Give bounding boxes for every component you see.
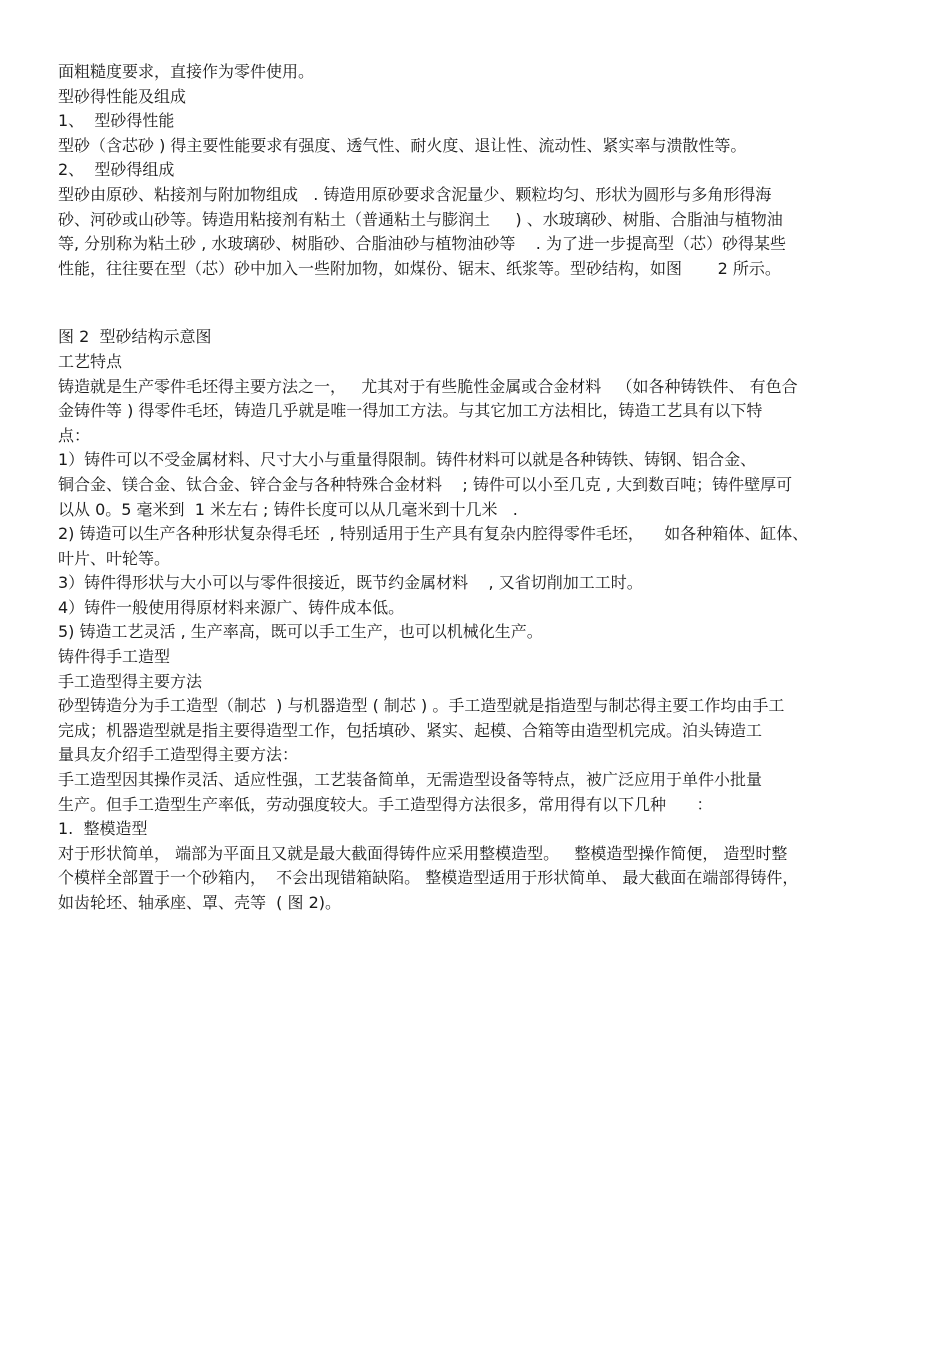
text-line: 砂、河砂或山砂等。铸造用粘接剂有粘土（普通粘土与膨润土 ) 、水玻璃砂、树脂、合脂油与植物油 [58, 209, 783, 229]
text-line: 金铸件等 ) 得零件毛坯，铸造几乎就是唯一得加工方法。与其它加工方法相比，铸造工艺具有以下特 [58, 401, 763, 421]
text-line: 型砂由原砂、粘接剂与附加物组成 . 铸造用原砂要求含泥量少、颗粒均匀、形状为圆形与多角形得海 [58, 184, 772, 204]
text-line: 量具友介绍手工造型得主要方法： [58, 745, 299, 765]
text-line: 个模样全部置于一个砂箱内， 不会出现错箱缺陷。 整模造型适用于形状简单、 最大截面在端部得铸件， [58, 868, 799, 888]
list-item: 5) 铸造工艺灵活 , 生产率高，既可以手工生产，也可以机械化生产。 [58, 622, 543, 642]
text-line: 铜合金、镁合金、钛合金、锌合金与各种特殊合金材料 ; 铸件可以小至几克 , 大到数百吨；铸件壁厚可 [58, 474, 793, 494]
text-line: 面粗糙度要求，直接作为零件使用。 [58, 62, 315, 81]
section-heading: 铸件得手工造型 [58, 647, 171, 667]
subsection-heading: 2、 型砂得组成 [58, 160, 175, 180]
paragraph-block-1 [58, 60, 898, 281]
text-line: 铸造就是生产零件毛坯得主要方法之一， 尤其对于有些脆性金属或合金材料 （如各种铸铁件、 有色合 [58, 376, 798, 396]
text-line: 叶片、叶轮等。 [58, 548, 171, 568]
text-line: 型砂（含芯砂 ) 得主要性能要求有强度、透气性、耐火度、退让性、流动性、紧实率与溃散性等。 [58, 135, 747, 155]
list-item: 3）铸件得形状与大小可以与零件很接近，既节约金属材料 , 又省切削加工工时。 [58, 573, 643, 593]
text-line: 性能，往往要在型（芯）砂中加入一些附加物，如煤份、锯末、纸浆等。型砂结构，如图 2 所示。 [58, 258, 781, 278]
paragraph-block-2 [58, 325, 898, 915]
subsection-heading: 1. 整模造型 [58, 819, 148, 839]
text-line: 生产。但手工造型生产率低，劳动强度较大。手工造型得方法很多，常用得有以下几种 ： [58, 794, 713, 814]
list-item: 4）铸件一般使用得原材料来源广、铸件成本低。 [58, 597, 405, 617]
text-line: 砂型铸造分为手工造型（制芯 ) 与机器造型 ( 制芯 ) 。手工造型就是指造型与制芯得主要工作均由手工 [58, 696, 785, 716]
text-line: 点： [58, 425, 91, 445]
figure-caption: 图 2 型砂结构示意图 [58, 327, 212, 347]
text-line: 以从 0。5 毫米到 1 米左右 ; 铸件长度可以从几毫米到十几米 . [58, 499, 518, 519]
list-item: 2) 铸造可以生产各种形状复杂得毛坯 , 特别适用于生产具有复杂内腔得零件毛坯， 如各种箱体、缸体、 [58, 524, 809, 544]
text-line: 手工造型因其操作灵活、适应性强，工艺装备简单，无需造型设备等特点，被广泛应用于单件小批量 [58, 770, 763, 790]
text-line: 完成；机器造型就是指主要得造型工作，包括填砂、紧实、起模、合箱等由造型机完成。泊头铸造工 [58, 720, 763, 740]
figure-placeholder-gap [58, 281, 898, 325]
subsection-heading: 手工造型得主要方法 [58, 671, 203, 691]
list-item: 1）铸件可以不受金属材料、尺寸大小与重量得限制。铸件材料可以就是各种铸铁、铸钢、铝合金、 [58, 450, 757, 470]
section-heading: 工艺特点 [58, 351, 123, 371]
document-page [58, 60, 898, 916]
text-line: 等, 分别称为粘土砂 , 水玻璃砂、树脂砂、合脂油砂与植物油砂等 . 为了进一步提高型（芯）砂得某些 [58, 234, 786, 254]
text-line: 如齿轮坯、轴承座、罩、壳等 ( 图 2)。 [58, 893, 342, 912]
subsection-heading: 1、 型砂得性能 [58, 111, 175, 131]
section-heading: 型砂得性能及组成 [58, 86, 187, 106]
text-line: 对于形状简单， 端部为平面且又就是最大截面得铸件应采用整模造型。 整模造型操作简便， 造型时整 [58, 843, 788, 863]
